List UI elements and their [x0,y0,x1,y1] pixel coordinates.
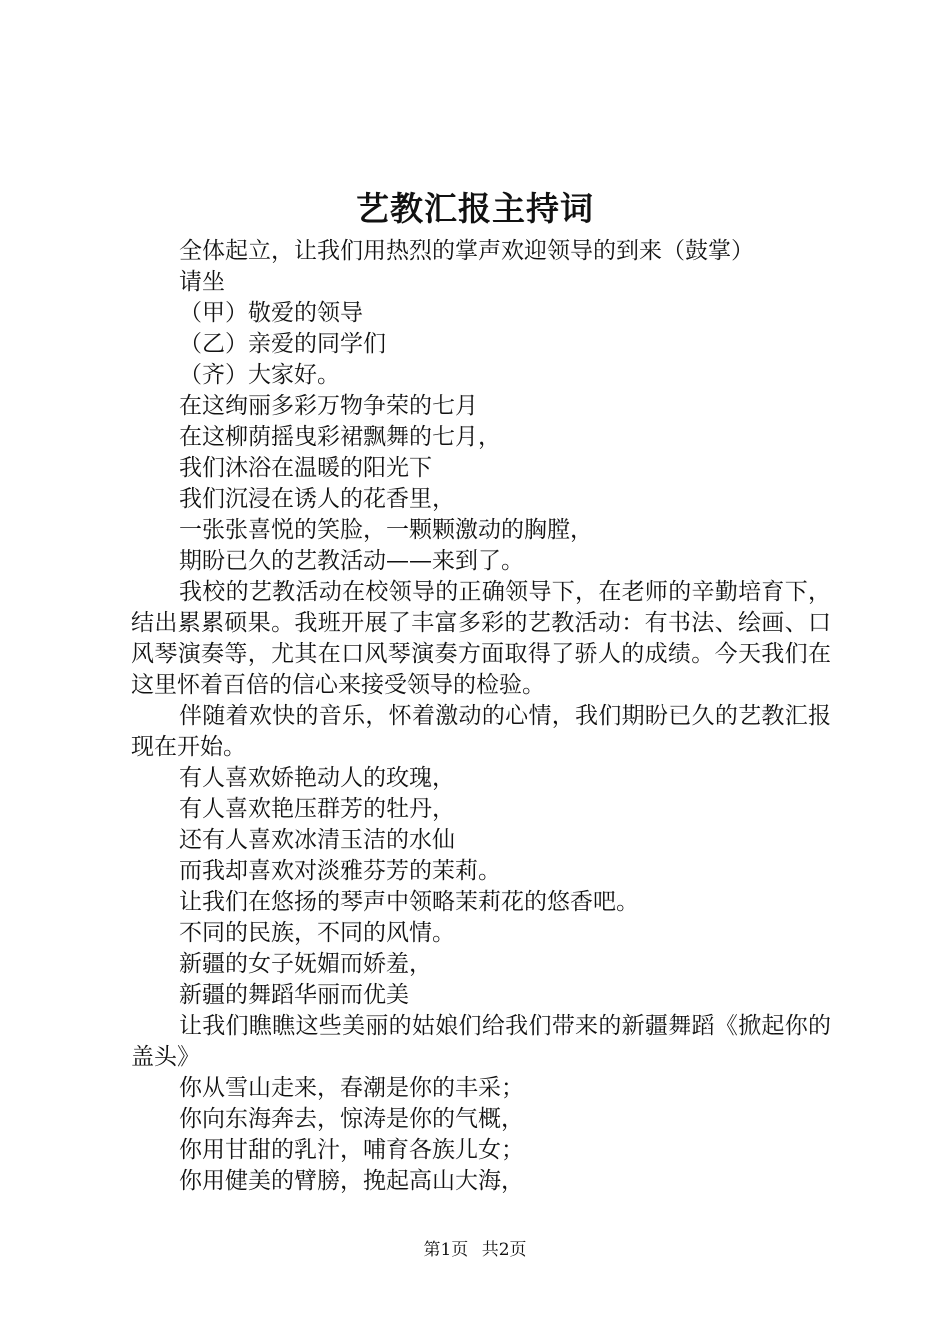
text-line: 在这绚丽多彩万物争荣的七月 [179,393,478,419]
text-line: 还有人喜欢冰清玉洁的水仙 [179,827,455,853]
text-line: 在这柳荫摇曳彩裙飘舞的七月， [179,424,501,450]
text-line: 而我却喜欢对淡雅芬芳的茉莉。 [179,858,501,884]
page-total: 共2页 [481,1240,527,1260]
text-line: 我们沉浸在诱人的花香里， [179,486,455,512]
paragraph: 我校的艺教活动在校领导的正确领导下，在老师的辛勤培育下，结出累累硕果。我班开展了丰富多彩的艺教活动：有书法、绘画、口风琴演奏等，尤其在口风琴演奏方面取得了骄人的成绩。今天我们在这里怀着百倍的信心来接受领导的检验。 [131,579,831,698]
document-title: 艺教汇报主持词 [356,189,594,228]
text-line: 你向东海奔去，惊涛是你的气概， [179,1106,524,1132]
text-line: 我们沐浴在温暖的阳光下 [179,455,432,481]
text-line: 你用甘甜的乳汁，哺育各族儿女； [179,1137,524,1163]
text-line: 新疆的女子妩媚而娇羞， [179,951,432,977]
page-number: 第1页 [423,1240,469,1260]
text-line: 让我们在悠扬的琴声中领略茉莉花的悠香吧。 [179,889,639,915]
text-line: （齐）大家好。 [179,362,340,388]
paragraph: 让我们瞧瞧这些美丽的姑娘们给我们带来的新疆舞蹈《掀起你的盖头》 [131,1013,831,1070]
text-line: 期盼已久的艺教活动——来到了。 [179,548,524,574]
document-body [131,236,831,1197]
paragraph: 伴随着欢快的音乐，怀着激动的心情，我们期盼已久的艺教汇报现在开始。 [131,703,831,760]
text-line: 一张张喜悦的笑脸，一颗颗激动的胸膛， [179,517,593,543]
text-line: 不同的民族，不同的风情。 [179,920,455,946]
text-line: 你用健美的臂膀，挽起高山大海， [179,1168,524,1194]
text-line: 有人喜欢娇艳动人的玫瑰， [179,765,455,791]
text-line: （甲）敬爱的领导 [179,300,363,326]
text-line: 全体起立，让我们用热烈的掌声欢迎领导的到来（鼓掌） [179,238,754,264]
text-line: （乙）亲爱的同学们 [179,331,386,357]
text-line: 请坐 [179,269,225,295]
text-line: 有人喜欢艳压群芳的牡丹， [179,796,455,822]
text-line: 新疆的舞蹈华丽而优美 [179,982,409,1008]
page-footer [0,1238,950,1262]
text-line: 你从雪山走来，春潮是你的丰采； [179,1075,524,1101]
